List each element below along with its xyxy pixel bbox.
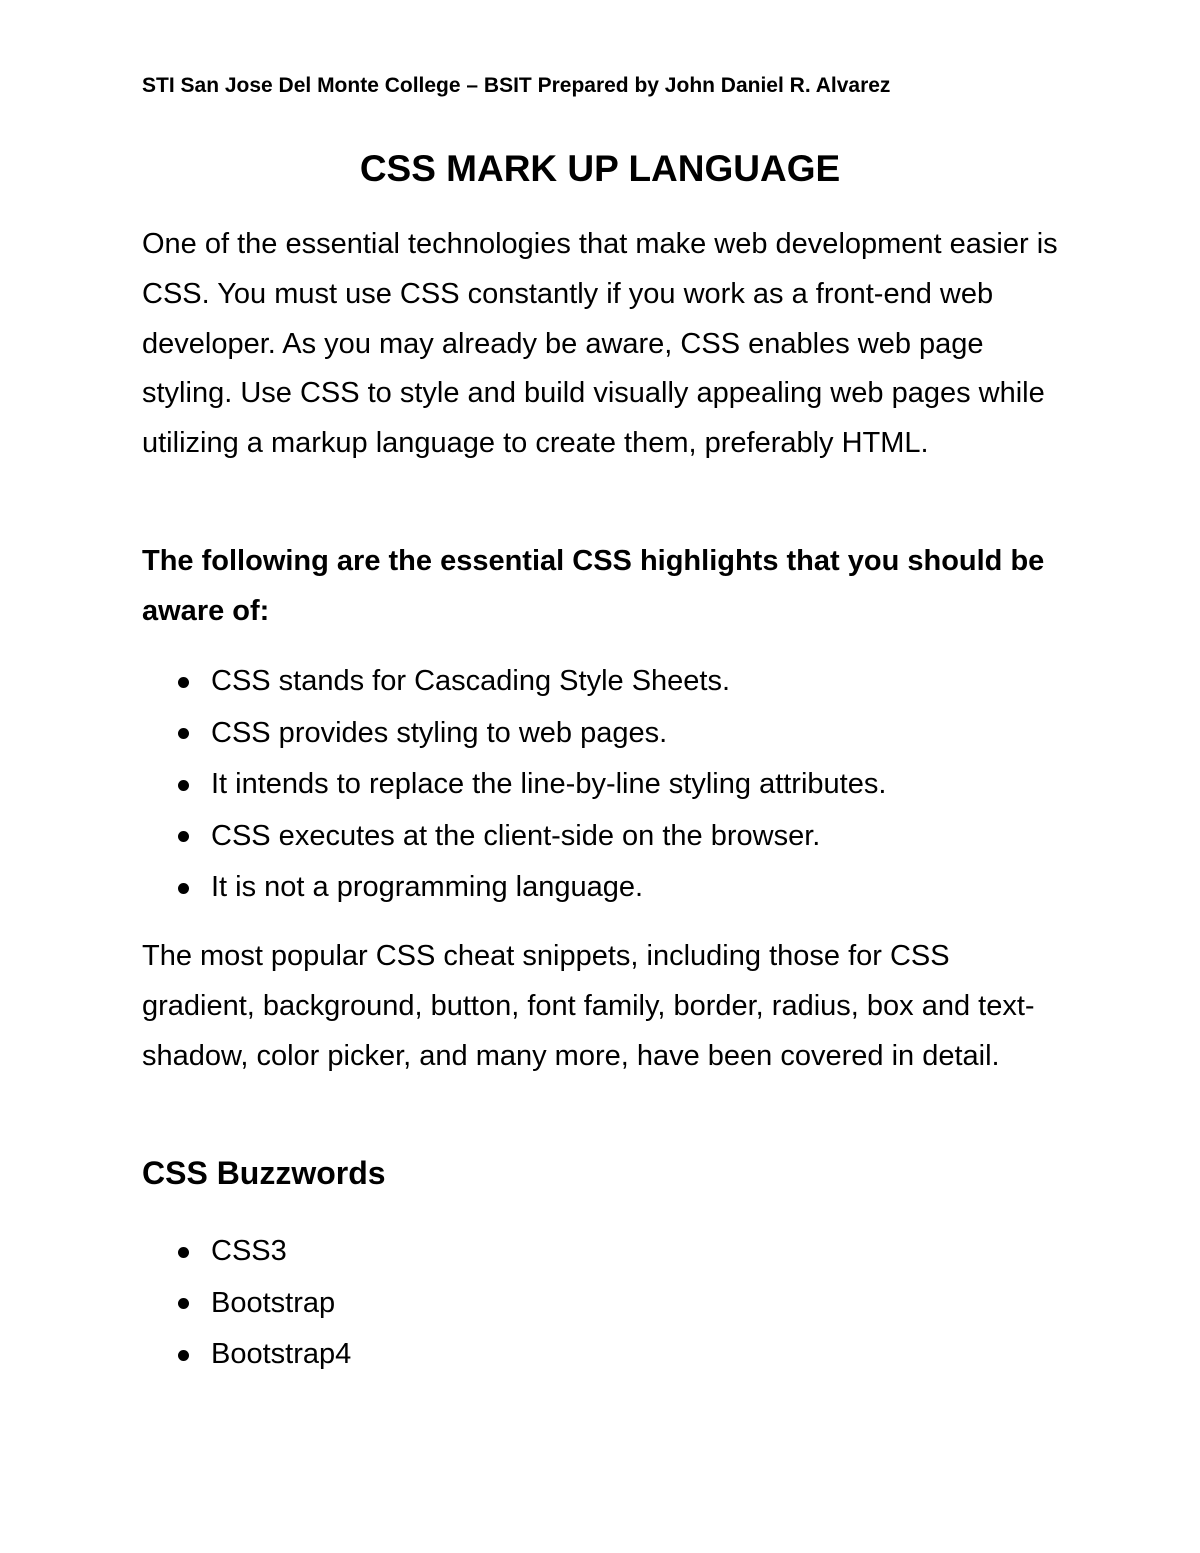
bullet-icon <box>178 1247 189 1258</box>
list-item-text: It is not a programming language. <box>211 871 644 903</box>
bullet-icon <box>178 831 189 842</box>
buzzwords-heading: CSS Buzzwords <box>142 1155 386 1191</box>
buzzwords-list <box>142 1226 351 1381</box>
list-item <box>142 811 886 863</box>
bullet-icon <box>178 728 189 739</box>
list-item-text: CSS executes at the client-side on the browser. <box>211 819 821 852</box>
highlights-list <box>142 656 886 914</box>
list-item <box>142 1278 351 1330</box>
list-item-text: CSS stands for Cascading Style Sheets. <box>211 665 731 697</box>
list-item-text: CSS provides styling to web pages. <box>211 716 668 749</box>
list-item-text: Bootstrap <box>211 1286 336 1319</box>
bullet-icon <box>178 677 189 688</box>
document-title: CSS MARK UP LANGUAGE <box>359 148 841 189</box>
bullet-icon <box>178 1298 189 1309</box>
page-header: STI San Jose Del Monte College – BSIT Prepared by John Daniel R. Alvarez <box>142 74 891 97</box>
highlights-heading: The following are the essential CSS highlights that you should be aware of: <box>142 545 1045 627</box>
list-item-text: Bootstrap4 <box>211 1338 352 1370</box>
snippets-paragraph: The most popular CSS cheat snippets, including those for CSS gradient, background, button, font family, border, radius, box and text-shadow, color picker, and many more, have been covered in detail. <box>142 940 1035 1072</box>
list-item-text: CSS3 <box>211 1235 287 1267</box>
bullet-icon <box>178 1350 189 1361</box>
bullet-icon <box>178 883 189 894</box>
list-item <box>142 1226 351 1278</box>
list-item <box>142 862 886 914</box>
list-item <box>142 656 886 708</box>
intro-paragraph: One of the essential technologies that make web development easier is CSS. You must use CSS constantly if you work as a front-end web developer. As you may already be aware, CSS enables web page styling. Use CSS to style and build visually appealing web pages while utilizing a markup language to create them, preferably HTML. <box>142 228 1058 460</box>
list-item <box>142 708 886 760</box>
list-item <box>142 1329 351 1381</box>
list-item <box>142 759 886 811</box>
bullet-icon <box>178 780 189 791</box>
list-item-text: It intends to replace the line-by-line styling attributes. <box>211 768 887 800</box>
